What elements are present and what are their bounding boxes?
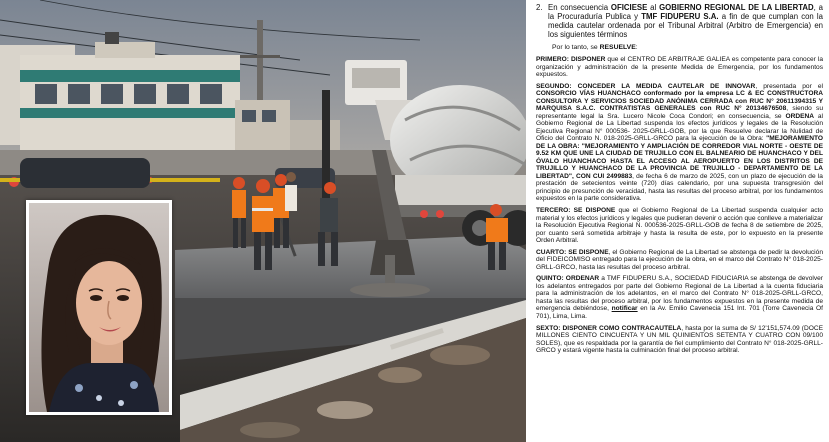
segundo-text: , de fecha 6 de marzo de 2025, con un plazo de ejecución de la prestación de setecientos veinte (720) días calendario, por una supuesta transgresión del principio de presunción de veracidad, hasta las resultas del proceso arbitral, por los fundamentos expuestos en la parte considerativa. [536, 172, 823, 203]
primero-paragraph [536, 56, 823, 79]
quinto-text: en la Av. Emilio Cavenecia 151 Int. 701 (Torre Cavenecia Of 701), Lima, Lima. [536, 305, 823, 320]
segundo-bold: CONSORCIO VÍAS HUANCHACO conformado por la empresa LC & EC CONSTRUCTORA CONSULTORA Y SERVICIOS SOCIEDAD ANÓNIMA CERRADA con RUC N° 20611394315 Y MARQUISA S.A.C. CONTRATISTAS GENERALES con RUC N° 20134676508 [536, 90, 823, 113]
sexto-paragraph [536, 325, 823, 355]
quinto-underlined: notificar [611, 305, 638, 313]
primero-heading: PRIMERO: DISPONER [536, 56, 606, 64]
item-2-bold: GOBIERNO REGIONAL DE LA LIBERTAD [659, 3, 814, 12]
quinto-paragraph [536, 275, 823, 320]
segundo-text: , presentada por el [755, 82, 823, 90]
resuelve-text: Por lo tanto, se [552, 43, 600, 51]
tercero-paragraph [536, 207, 823, 245]
resuelve-line [552, 44, 823, 52]
portrait-inset-photo [26, 200, 172, 415]
segundo-text: , siendo su representante legal la Sra. Lucero Nicole Coca Condori; en consecuencia, se [536, 105, 824, 120]
segundo-text: al Gobierno Regional de La Libertad suspenda los efectos jurídicos y legales de la Resolución Ejecutiva Regional N° 000536- 2025-GRLL-GOB, por la que Resuelve declarar la Nulidad de Oficio del Contrato N. 018-2025-GRLL-GRCO para la ejecución de la Obra: [536, 112, 823, 143]
segundo-bold: "MEJORAMIENTO DE LA OBRA: "MEJORAMIENTO Y AMPLIACIÓN DE CORREDOR VIAL NORTE - OESTE DE 9.52 KM QUE UNE LA CIUDAD DE TRUJILLO CON EL BALNEARIO DE HUANCHACO Y DEL ÓVALO HUANCHACO HASTA EL ACCESO AL AEROPUERTO EN LOS DISTRITOS DE TRUJILLO Y HUANCHACO DE LA PROVINCIA DE TRUJILLO - DEPARTAMENTO DE LA LIBERTAD", CON CUI 2499883 [536, 135, 823, 180]
item-2-text: a fin de que cumplan con la medida cautelar ordenada por el Tribunal Arbitral (Arbitro de Emergencia) en los siguientes términos [548, 11, 823, 39]
item-2-paragraph [536, 4, 823, 40]
segundo-heading: SEGUNDO: CONCEDER LA MEDIDA CAUTELAR DE INNOVAR [536, 82, 756, 90]
item-2-text: al [647, 3, 660, 12]
tercero-heading: TERCERO: SE DISPONE [536, 207, 616, 214]
item-2-bold: OFICIESE [610, 3, 648, 12]
cuarto-paragraph [536, 249, 823, 272]
segundo-bold: ORDENA [785, 112, 815, 120]
item-2-text: En consecuencia [548, 3, 611, 12]
cuarto-heading: CUARTO: SE DISPONE [536, 248, 609, 256]
segundo-paragraph [536, 83, 823, 203]
tercero-body: que el Gobierno Regional de La Libertad suspenda cualquier acto material y los efectos jurídicos y legales que pudieran devenir o acción que conlleve a materializar la Resolución Ejecutiva Regional N. 000536-2025-GRLL-GOB de fecha 8 de setiembre de 2025, por cuanto será sometida arbitraje y hasta la resulta de este, por lo expuesto en la presente Orden Arbitral. [536, 207, 823, 244]
resuelve-text: : [635, 43, 638, 51]
item-2-text: , a la Procuraduría Publica y [548, 3, 823, 21]
quinto-heading: QUINTO: ORDENAR [536, 275, 600, 283]
sexto-heading: SEXTO: DISPONER COMO CONTRACAUTELA [536, 324, 682, 332]
primero-body: que el CENTRO DE ARBITRAJE GALIEA es competente para conocer la organización y administración de la presente Medida de Emergencia, por los fundamentos expuestos. [536, 56, 823, 79]
item-number: 2. [536, 3, 543, 12]
sexto-body: , hasta por la suma de S/ 12'151,574.09 (DOCE MILLONES CIENTO CINCUENTA Y UN MIL QUINIENTOS SETENTA Y CUATRO CON 09/100 SOLES), que es respaldada por la garantía de fiel cumplimiento del Contrato N° 018-2025-GRLL-GRCO y estará vigente hasta la culminación final del proceso arbitral. [536, 324, 823, 355]
item-2-bold: TMF FIDUPERU S.A. [641, 11, 719, 21]
arbitral-resolution-document [526, 0, 829, 442]
cuarto-body: , el Gobierno Regional de La Libertad se abstenga de pedir la devolución del FIDEICOMISO entregado para la ejecución de la obra, en el marco del Contrato N° 018-2025-GRLL-GRCO, hasta las resultas del proceso arbitral. [536, 248, 823, 271]
resuelve-bold: RESUELVE [599, 43, 636, 51]
portrait-image [29, 203, 169, 412]
quinto-text: a TMF FIDUPERU S.A., SOCIEDAD FIDUCIARIA se abstenga de devolver los adelantos entregados por parte del Gobierno Regional de La Libertad a la cuenta fiduciaria para la administración de los adelantos, en el marco del Contrato N° 018-2025-GRLL-GRCO, hasta las resultas del proceso arbitral, por los fundamentos expuestos en la presente medida de emergencia debiéndose, [536, 275, 823, 313]
